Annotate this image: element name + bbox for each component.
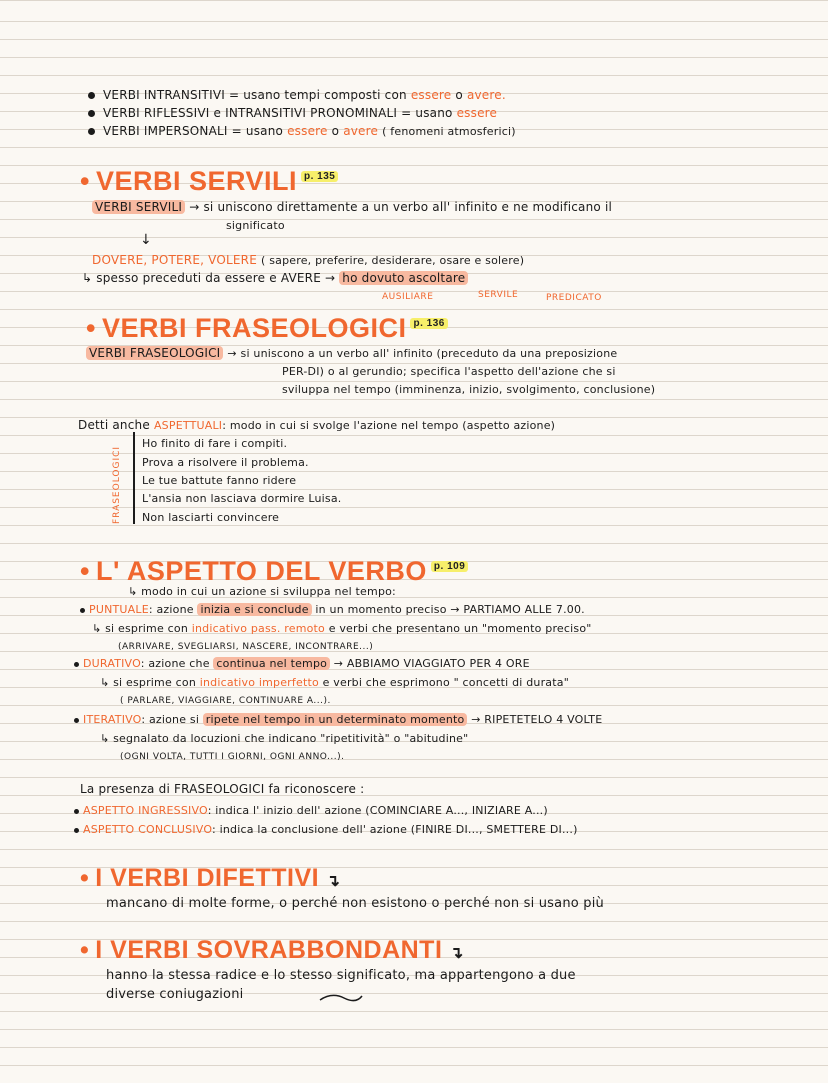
aspetto-intro: ↳ modo in cui un azione si sviluppa nel tempo: bbox=[128, 585, 396, 598]
bullet-icon bbox=[74, 718, 79, 723]
intro-line-1: VERBI INTRANSITIVI = usano tempi composti con essere o avere. bbox=[88, 88, 506, 103]
fraseologici-riconoscere: La presenza di FRASEOLOGICI fa riconoscere : bbox=[80, 782, 365, 796]
intro-line-3: VERBI IMPERSONALI = usano essere o avere ( fenomeni atmosferici) bbox=[88, 124, 516, 139]
bullet-icon bbox=[80, 608, 85, 613]
intro-line-2: VERBI RIFLESSIVI e INTRANSITIVI PRONOMINALI = usano essere bbox=[88, 106, 497, 121]
label-servile: SERVILE bbox=[478, 290, 519, 300]
section-title-servili: • VERBI SERVILI $^{p. 135}$ bbox=[80, 166, 338, 197]
arrow-icon: ↴ bbox=[326, 873, 341, 890]
aspetto-durativo: DURATIVO: azione che continua nel tempo → ABBIAMO VIAGGIATO PER 4 ORE bbox=[74, 656, 530, 671]
bullet-icon bbox=[74, 662, 79, 667]
fraseologici-line-3: sviluppa nel tempo (imminenza, inizio, svolgimento, conclusione) bbox=[282, 383, 656, 396]
squiggle-icon bbox=[318, 991, 366, 1003]
page-ref: p. 136 bbox=[410, 318, 447, 329]
aspetto-puntuale: PUNTUALE: azione inizia e si conclude in un momento preciso → PARTIAMO ALLE 7.00. bbox=[80, 602, 585, 617]
aspetto-iterativo-2: ↳ segnalato da locuzioni che indicano "ripetitività" o "abitudine" bbox=[100, 732, 469, 745]
bullet-icon bbox=[74, 828, 79, 833]
aspetto-iterativo: ITERATIVO: azione si ripete nel tempo in un determinato momento → RIPETETELO 4 VOLTE bbox=[74, 712, 602, 727]
sovrabbondanti-line-1: hanno la stessa radice e lo stesso significato, ma appartengono a due bbox=[106, 968, 576, 983]
servili-line-2: significato bbox=[226, 219, 285, 232]
section-title-difettivi: • I VERBI DIFETTIVI ↴ bbox=[80, 864, 341, 892]
servili-line-4: ↳ spesso preceduti da essere e AVERE → ho dovuto ascoltare bbox=[82, 271, 468, 286]
bullet-icon bbox=[88, 128, 95, 135]
aspetto-conclusivo: ASPETTO CONCLUSIVO: indica la conclusione dell' azione (FINIRE DI..., SMETTERE DI...) bbox=[74, 822, 578, 837]
aspetto-puntuale-3: (ARRIVARE, SVEGLIARSI, NASCERE, INCONTRARE...) bbox=[118, 642, 374, 652]
bullet-icon bbox=[88, 92, 95, 99]
title-bullet-icon: • bbox=[80, 936, 90, 964]
fraseologici-line-1: VERBI FRASEOLOGICI → si uniscono a un verbo all' infinito (preceduto da una preposizione bbox=[86, 346, 617, 361]
title-bullet-icon: • bbox=[80, 864, 90, 892]
example-item: Le tue battute fanno ridere bbox=[142, 474, 297, 487]
fraseologici-line-4: Detti anche ASPETTUALI: modo in cui si svolge l'azione nel tempo (aspetto azione) bbox=[78, 418, 556, 432]
aspetto-durativo-2: ↳ si esprime con indicativo imperfetto e verbi che esprimono " concetti di durata" bbox=[100, 676, 569, 689]
page-ref: p. 135 bbox=[301, 171, 338, 182]
aspetto-durativo-3: ( PARLARE, VIAGGIARE, CONTINUARE A...). bbox=[120, 696, 331, 706]
arrow-down-icon: ↓ bbox=[140, 232, 152, 248]
aspetto-iterativo-3: (OGNI VOLTA, TUTTI I GIORNI, OGNI ANNO...). bbox=[120, 752, 345, 762]
bullet-icon bbox=[88, 110, 95, 117]
fraseologici-line-2: PER-DI) o al gerundio; specifica l'aspetto dell'azione che si bbox=[282, 365, 616, 378]
arrow-icon: ↴ bbox=[449, 945, 464, 962]
label-predicato: PREDICATO bbox=[546, 293, 602, 303]
section-title-fraseologici: • VERBI FRASEOLOGICI $^{p. 136}$ bbox=[86, 313, 448, 344]
example-item: Prova a risolvere il problema. bbox=[142, 456, 309, 469]
section-title-aspetto: • L' ASPETTO DEL VERBO $^{p. 109}$ bbox=[80, 556, 468, 587]
side-label-fraseologici: FRASEOLOGICI bbox=[112, 445, 122, 524]
servili-line-3: DOVERE, POTERE, VOLERE ( sapere, preferire, desiderare, osare e solere) bbox=[92, 253, 525, 267]
title-bullet-icon: • bbox=[80, 166, 90, 196]
title-bullet-icon: • bbox=[86, 313, 96, 343]
title-bullet-icon: • bbox=[80, 556, 90, 586]
page-ref: p. 109 bbox=[431, 561, 468, 572]
example-item: Ho finito di fare i compiti. bbox=[142, 437, 288, 450]
difettivi-line-1: mancano di molte forme, o perché non esistono o perché non si usano più bbox=[106, 896, 604, 911]
bullet-icon bbox=[74, 809, 79, 814]
example-item: Non lasciarti convincere bbox=[142, 511, 280, 524]
aspetto-puntuale-2: ↳ si esprime con indicativo pass. remoto e verbi che presentano un "momento preciso" bbox=[92, 622, 592, 635]
servili-line-1: VERBI SERVILI → si uniscono direttamente a un verbo all' infinito e ne modificano il bbox=[92, 200, 612, 215]
example-item: L'ansia non lasciava dormire Luisa. bbox=[142, 492, 342, 505]
aspetto-ingressivo: ASPETTO INGRESSIVO: indica l' inizio dell' azione (COMINCIARE A..., INIZIARE A...) bbox=[74, 803, 548, 818]
section-title-sovrabbondanti: • I VERBI SOVRABBONDANTI ↴ bbox=[80, 936, 464, 964]
label-ausiliare: AUSILIARE bbox=[382, 292, 434, 302]
bracket-bar bbox=[133, 432, 135, 524]
sovrabbondanti-line-2: diverse coniugazioni bbox=[106, 987, 244, 1002]
